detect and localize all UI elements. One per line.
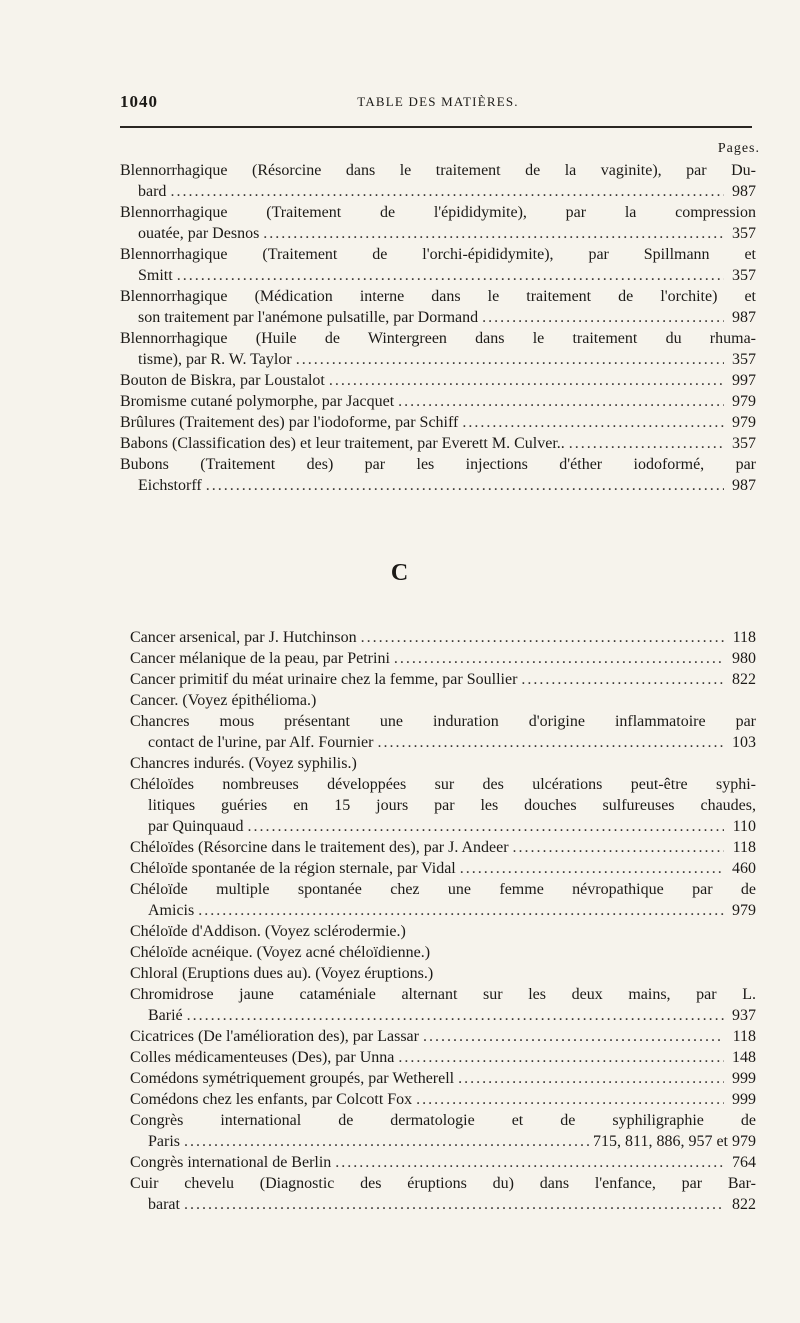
entry-text: Cancer. (Voyez épithélioma.) <box>130 692 317 709</box>
dot-leader <box>462 412 724 433</box>
page-reference: 980 <box>732 650 756 667</box>
entry-last-line <box>130 921 756 942</box>
entry-text-line: Bubons (Traitement des) par les injections d'éther iodoformé, par <box>120 456 756 473</box>
index-entry <box>130 690 756 711</box>
dot-leader <box>177 265 724 286</box>
dot-leader <box>398 391 724 412</box>
entry-last-line <box>120 181 756 202</box>
dot-leader <box>361 627 724 648</box>
entry-text-line: Blennorrhagique (Médication interne dans le traitement de l'orchite) et <box>120 288 756 305</box>
entry-text: par Quinquaud <box>148 818 244 835</box>
page-reference: 103 <box>732 734 756 751</box>
entry-last-line <box>130 1005 756 1026</box>
page-reference: 715, 811, 886, 957 et 979 <box>593 1133 756 1150</box>
index-section-c <box>130 627 756 1215</box>
entry-last-line <box>120 475 756 496</box>
entry-text-line: Blennorrhagique (Résorcine dans le traitement de la vaginite), par Du- <box>120 162 756 179</box>
page-reference: 357 <box>732 351 756 368</box>
page-reference: 979 <box>732 414 756 431</box>
entry-text: Chéloïde d'Addison. (Voyez sclérodermie.) <box>130 923 406 940</box>
dot-leader <box>377 732 724 753</box>
index-entry <box>130 711 756 753</box>
entry-last-line <box>120 433 756 454</box>
index-entry <box>130 753 756 774</box>
page-reference: 148 <box>732 1049 756 1066</box>
entry-last-line <box>130 732 756 753</box>
dot-leader <box>398 1047 724 1068</box>
entry-text-line: Chéloïdes nombreuses développées sur des ulcérations peut-être syphi- <box>130 776 756 793</box>
entry-last-line <box>130 753 756 774</box>
index-entry <box>120 454 756 496</box>
entry-text-line: Blennorrhagique (Huile de Wintergreen dans le traitement du rhuma- <box>120 330 756 347</box>
index-entry <box>130 774 756 837</box>
entry-text: Babons (Classification des) et leur traitement, par Everett M. Culver.. <box>120 435 565 452</box>
entry-last-line <box>120 265 756 286</box>
entry-last-line <box>130 816 756 837</box>
entry-text: Cicatrices (De l'amélioration des), par Lassar <box>130 1028 419 1045</box>
entry-last-line <box>130 1152 756 1173</box>
page-reference: 987 <box>732 309 756 326</box>
dot-leader <box>184 1131 589 1152</box>
entry-last-line <box>130 1089 756 1110</box>
entry-last-line <box>130 858 756 879</box>
index-entry <box>120 160 756 202</box>
index-entry <box>130 1089 756 1110</box>
index-entry <box>120 202 756 244</box>
page-reference: 987 <box>732 183 756 200</box>
entry-text: Amicis <box>148 902 195 919</box>
entry-last-line <box>130 1131 756 1152</box>
entry-last-line <box>130 627 756 648</box>
page-reference: 997 <box>732 372 756 389</box>
dot-leader <box>458 1068 724 1089</box>
entry-last-line <box>130 1047 756 1068</box>
entry-text: Smitt <box>138 267 173 284</box>
entry-text: Chloral (Eruptions dues au). (Voyez éruptions.) <box>130 965 434 982</box>
dot-leader <box>335 1152 724 1173</box>
pages-column-label: Pages. <box>717 141 760 156</box>
page-reference: 822 <box>732 671 756 688</box>
entry-text: Chéloïde spontanée de la région sternale, par Vidal <box>130 860 456 877</box>
index-entry <box>130 984 756 1026</box>
page-reference: 118 <box>732 839 756 856</box>
entry-last-line <box>120 349 756 370</box>
dot-leader <box>184 1194 724 1215</box>
entry-text: Cancer arsenical, par J. Hutchinson <box>130 629 357 646</box>
entry-text: Cancer mélanique de la peau, par Petrini <box>130 650 390 667</box>
dot-leader <box>187 1005 724 1026</box>
page-reference: 987 <box>732 477 756 494</box>
entry-text-line: Chancres mous présentant une induration d'origine inflammatoire par <box>130 713 756 730</box>
index-entry <box>120 328 756 370</box>
index-section-b <box>120 160 756 496</box>
entry-text-line: Chromidrose jaune cataméniale alternant sur les deux mains, par L. <box>130 986 756 1003</box>
entry-last-line <box>120 307 756 328</box>
page-reference: 118 <box>732 629 756 646</box>
section-heading-c: C <box>390 560 410 586</box>
page-reference: 110 <box>732 818 756 835</box>
entry-last-line <box>130 963 756 984</box>
page-reference: 979 <box>732 393 756 410</box>
index-entry <box>120 391 756 412</box>
dot-leader <box>198 900 724 921</box>
dot-leader <box>521 669 724 690</box>
index-entry <box>130 1068 756 1089</box>
entry-text: Colles médicamenteuses (Des), par Unna <box>130 1049 395 1066</box>
entry-text-line: litiques guéries en 15 jours par les douches sulfureuses chaudes, <box>148 797 756 814</box>
entry-text-line: Blennorrhagique (Traitement de l'épididymite), par la compression <box>120 204 756 221</box>
entry-text: bard <box>138 183 167 200</box>
index-entry <box>130 1026 756 1047</box>
index-entry <box>130 648 756 669</box>
page-reference: 357 <box>732 435 756 452</box>
dot-leader <box>296 349 724 370</box>
entry-text: contact de l'urine, par Alf. Fournier <box>148 734 374 751</box>
dot-leader <box>263 223 724 244</box>
entry-text: Comédons symétriquement groupés, par Wetherell <box>130 1070 455 1087</box>
index-entry <box>120 244 756 286</box>
entry-text-line: Chéloïde multiple spontanée chez une femme névropathique par de <box>130 881 756 898</box>
entry-text: ouatée, par Desnos <box>138 225 260 242</box>
dot-leader <box>329 370 724 391</box>
running-title: TABLE DES MATIÈRES. <box>357 94 519 109</box>
index-entry <box>130 963 756 984</box>
dot-leader <box>170 181 724 202</box>
entry-text: Bromisme cutané polymorphe, par Jacquet <box>120 393 395 410</box>
page-reference: 937 <box>732 1007 756 1024</box>
index-entry <box>130 921 756 942</box>
entry-last-line <box>120 223 756 244</box>
entry-text: Cancer primitif du méat urinaire chez la femme, par Soullier <box>130 671 518 688</box>
page-reference: 999 <box>732 1091 756 1108</box>
page-reference: 357 <box>732 225 756 242</box>
page-reference: 460 <box>732 860 756 877</box>
entry-last-line <box>120 370 756 391</box>
entry-text: Bouton de Biskra, par Loustalot <box>120 372 325 389</box>
index-entry <box>130 669 756 690</box>
entry-text: Barié <box>148 1007 183 1024</box>
entry-text: Chancres indurés. (Voyez syphilis.) <box>130 755 357 772</box>
index-entry <box>120 370 756 391</box>
page-reference: 822 <box>732 1196 756 1213</box>
dot-leader <box>206 475 724 496</box>
entry-text: tisme), par R. W. Taylor <box>138 351 292 368</box>
entry-last-line <box>130 669 756 690</box>
dot-leader <box>248 816 724 837</box>
index-entry <box>130 1110 756 1152</box>
entry-last-line <box>130 648 756 669</box>
page-header <box>120 92 756 116</box>
index-entry <box>130 858 756 879</box>
entry-text: Paris <box>148 1133 180 1150</box>
page-reference: 979 <box>732 902 756 919</box>
entry-last-line <box>130 1026 756 1047</box>
entry-last-line <box>130 900 756 921</box>
index-entry <box>130 837 756 858</box>
page-reference: 357 <box>732 267 756 284</box>
page-number: 1040 <box>120 92 158 111</box>
entry-text-line: Congrès international de dermatologie et de syphiligraphie de <box>130 1112 756 1129</box>
entry-text: Chéloïde acnéique. (Voyez acné chéloïdienne.) <box>130 944 431 961</box>
index-entry <box>130 879 756 921</box>
index-entry <box>130 1173 756 1215</box>
page-reference: 118 <box>732 1028 756 1045</box>
entry-text: Congrès international de Berlin <box>130 1154 332 1171</box>
index-entry <box>120 286 756 328</box>
entry-text: Chéloïdes (Résorcine dans le traitement des), par J. Andeer <box>130 839 509 856</box>
index-entry <box>120 412 756 433</box>
entry-text-line: Cuir chevelu (Diagnostic des éruptions du) dans l'enfance, par Bar- <box>130 1175 756 1192</box>
entry-last-line <box>120 391 756 412</box>
dot-leader <box>416 1089 724 1110</box>
entry-text: Brûlures (Traitement des) par l'iodoforme, par Schiff <box>120 414 459 431</box>
entry-text: son traitement par l'anémone pulsatille, par Dormand <box>138 309 479 326</box>
entry-text-line: Blennorrhagique (Traitement de l'orchi-épididymite), par Spillmann et <box>120 246 756 263</box>
index-entry <box>130 1047 756 1068</box>
index-entry <box>120 433 756 454</box>
index-entry <box>130 942 756 963</box>
entry-last-line <box>130 690 756 711</box>
dot-leader <box>569 433 724 454</box>
dot-leader <box>460 858 724 879</box>
dot-leader <box>423 1026 724 1047</box>
entry-text: Comédons chez les enfants, par Colcott Fox <box>130 1091 413 1108</box>
dot-leader <box>482 307 724 328</box>
entry-last-line <box>120 412 756 433</box>
index-entry <box>130 627 756 648</box>
entry-text: barat <box>148 1196 180 1213</box>
entry-last-line <box>130 1194 756 1215</box>
entry-last-line <box>130 942 756 963</box>
entry-text: Eichstorff <box>138 477 202 494</box>
page-reference: 764 <box>732 1154 756 1171</box>
index-entry <box>130 1152 756 1173</box>
dot-leader <box>513 837 724 858</box>
entry-last-line <box>130 1068 756 1089</box>
entry-last-line <box>130 837 756 858</box>
header-rule <box>120 126 752 128</box>
dot-leader <box>394 648 724 669</box>
page-reference: 999 <box>732 1070 756 1087</box>
